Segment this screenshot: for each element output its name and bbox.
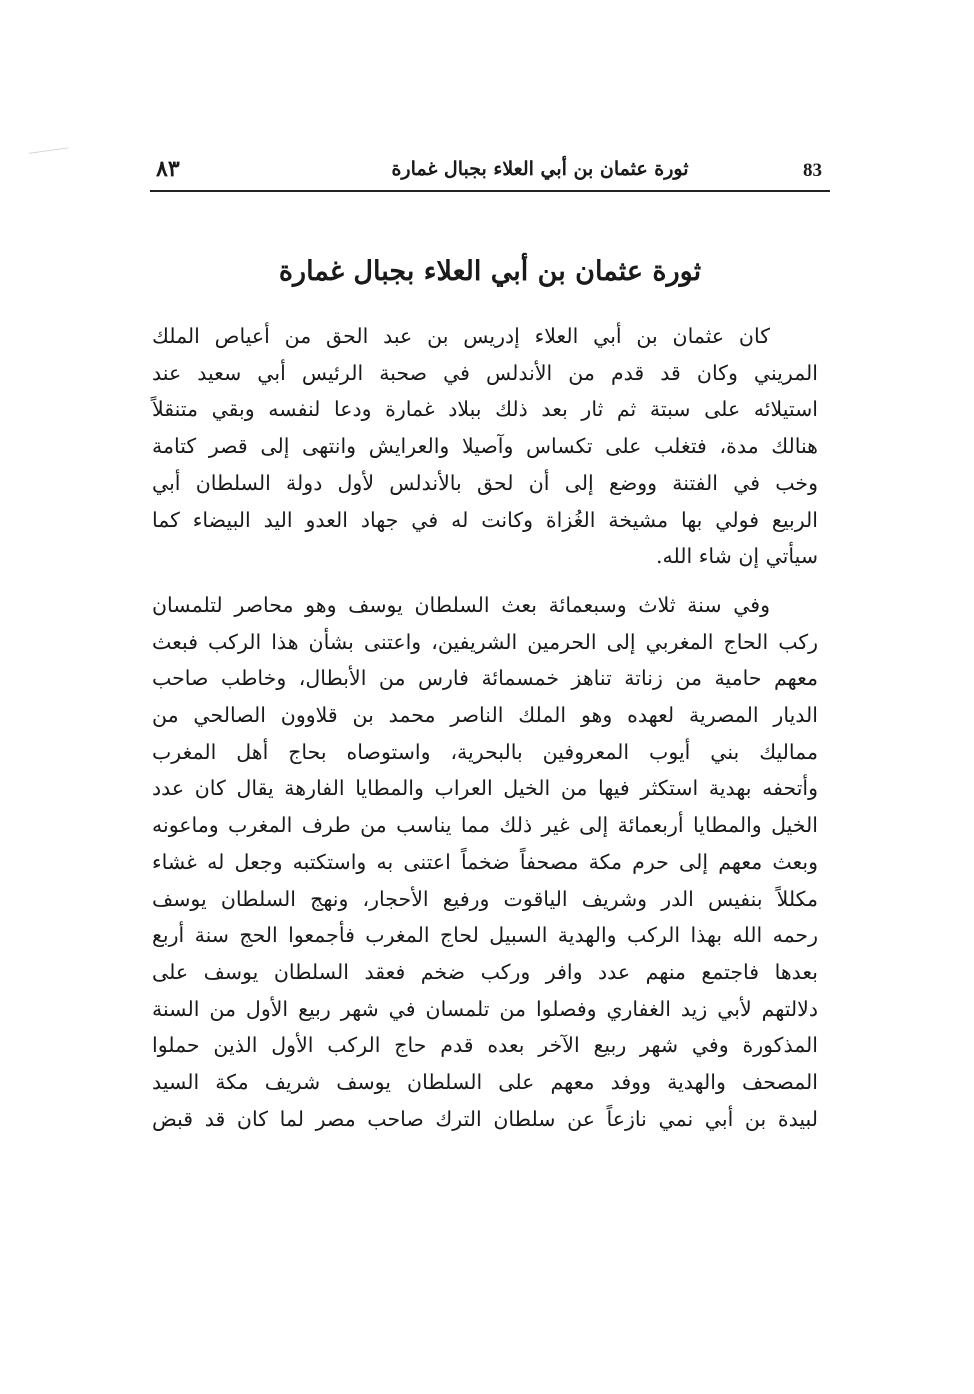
- text-line: الخيل والمطايا أربعمائة إلى غير ذلك مما يناسب من طرف المغرب وماعونه: [152, 813, 818, 838]
- text-line: ركب الحاج المغربي إلى الحرمين الشريفين، واعتنى بشأن هذا الركب فبعث: [152, 629, 818, 654]
- text-line: سيأتي إن شاء الله.: [656, 544, 818, 569]
- page-number-arabic: ٨٣: [156, 156, 180, 182]
- body-text: [152, 318, 818, 1137]
- text-line: الربيع فولي بها مشيخة الغُزاة وكانت له في جهاد العدو اليد البيضاء كما: [152, 507, 818, 532]
- text-line: المذكورة وفي شهر ربيع الآخر بعده قدم حاج الركب الأول الذين حملوا: [152, 1033, 818, 1058]
- text-line: وأتحفه بهدية استكثر فيها من الخيل العراب والمطايا الفارهة يقال كان عدد: [152, 776, 818, 801]
- header-rule: [150, 190, 830, 192]
- text-line: معهم حامية من زناتة تناهز خمسمائة فارس من الأبطال، وخاطب صاحب: [152, 666, 818, 691]
- text-line: مكللاً بنفيس الدر وشريف الياقوت ورفيع الأحجار، ونهج السلطان يوسف: [152, 886, 818, 911]
- text-line: مماليك بني أيوب المعروفين بالبحرية، واستوصاه بحاج أهل المغرب: [152, 739, 818, 764]
- text-line: رحمه الله بهذا الركب والهدية السبيل لحاج المغرب فأجمعوا الحج سنة أربع: [152, 923, 818, 948]
- text-line: وبعث معهم إلى حرم مكة مصحفاً ضخماً اعتنى به واستكتبه وجعل له غشاء: [152, 849, 818, 874]
- text-line: هنالك مدة، فتغلب على تكساس وآصيلا والعرايش وانتهى إلى قصر كتامة: [152, 434, 818, 459]
- text-line: كان عثمان بن أبي العلاء إدريس بن عبد الحق من أعياص الملك: [152, 324, 770, 348]
- running-header: [150, 150, 830, 192]
- scan-smudge: [29, 147, 72, 173]
- text-line: بعدها فاجتمع منهم عدد وافر وركب ضخم فعقد السلطان يوسف على: [152, 959, 818, 984]
- text-line: وخب في الفتنة ووضع إلى أن لحق بالأندلس لأول دولة السلطان أبي: [152, 470, 818, 495]
- text-line: المريني وكان قد قدم من الأندلس في صحبة الرئيس أبي سعيد عند: [152, 360, 818, 385]
- text-line: استيلائه على سبتة ثم ثار بعد ذلك ببلاد غمارة ودعا لنفسه وبقي متنقلاً: [152, 397, 818, 422]
- paragraph-2: [152, 587, 818, 1138]
- text-line: المصحف والهدية ووفد معهم على السلطان يوسف شريف مكة السيد: [152, 1070, 818, 1095]
- text-line: لبيدة بن أبي نمي نازعاً عن سلطان الترك صاحب مصر لما كان قد قبض: [152, 1106, 818, 1131]
- text-line: وفي سنة ثلاث وسبعمائة بعث السلطان يوسف وهو محاصر لتلمسان: [152, 592, 770, 617]
- text-line: دلالتهم لأبي زيد الغفاري وفصلوا من تلمسان في شهر ربيع الأول من السنة: [152, 996, 818, 1021]
- running-title: ثورة عثمان بن أبي العلاء بجبال غمارة: [391, 158, 689, 180]
- paragraph-1: [152, 318, 818, 575]
- page-number-latin: 83: [803, 160, 822, 181]
- text-line: الديار المصرية لعهده وهو الملك الناصر محمد بن قلاوون الصالحي من: [152, 703, 818, 728]
- paragraph-gap: [152, 575, 818, 587]
- chapter-title: ثورة عثمان بن أبي العلاء بجبال غمارة: [278, 256, 702, 287]
